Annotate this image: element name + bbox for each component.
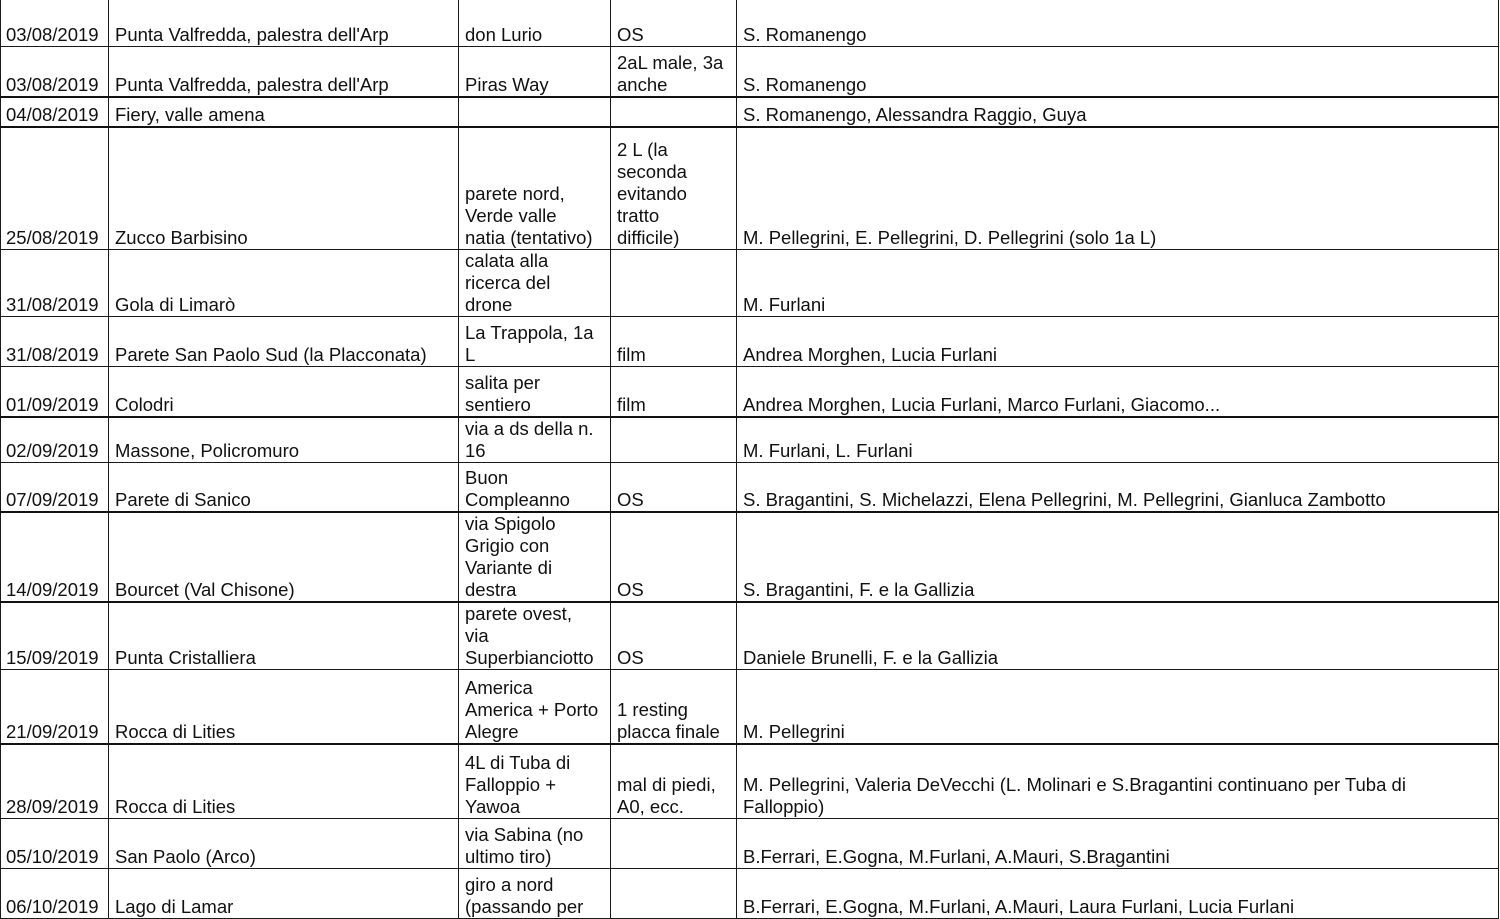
location-cell: Parete di Sanico (109, 462, 459, 512)
location-cell: San Paolo (Arco) (109, 819, 459, 869)
notes-cell: mal di piedi, A0, ecc. (611, 744, 737, 819)
partners-cell: B.Ferrari, E.Gogna, M.Furlani, A.Mauri, Laura Furlani, Lucia Furlani (737, 869, 1499, 919)
notes-cell (611, 869, 737, 919)
route-cell: parete nord, Verde valle natia (tentativo) (459, 127, 611, 250)
table-row (1, 462, 1499, 512)
partners-cell: Andrea Morghen, Lucia Furlani (737, 317, 1499, 367)
table-row (1, 0, 1499, 47)
location-cell: Parete San Paolo Sud (la Placconata) (109, 317, 459, 367)
route-cell: America America + Porto Alegre (459, 670, 611, 744)
location-cell: Gola di Limarò (109, 250, 459, 317)
date-cell: 02/09/2019 (1, 417, 109, 463)
notes-cell: 2 L (la seconda evitando tratto difficile) (611, 127, 737, 250)
route-cell: Buon Compleanno (459, 462, 611, 512)
route-cell: Piras Way (459, 47, 611, 97)
route-cell: parete ovest, via Superbianciotto (459, 602, 611, 670)
partners-cell: S. Romanengo (737, 47, 1499, 97)
route-cell: via Sabina (no ultimo tiro) (459, 819, 611, 869)
route-cell: 4L di Tuba di Falloppio + Yawoa (459, 744, 611, 819)
location-cell: Massone, Policromuro (109, 417, 459, 463)
notes-cell (611, 250, 737, 317)
date-cell: 21/09/2019 (1, 670, 109, 744)
notes-cell (611, 97, 737, 127)
table-row (1, 869, 1499, 919)
notes-cell: film (611, 317, 737, 367)
date-cell: 31/08/2019 (1, 317, 109, 367)
route-cell: giro a nord (passando per (459, 869, 611, 919)
partners-cell: B.Ferrari, E.Gogna, M.Furlani, A.Mauri, S.Bragantini (737, 819, 1499, 869)
partners-cell: M. Furlani, L. Furlani (737, 417, 1499, 463)
notes-cell (611, 819, 737, 869)
table-row (1, 819, 1499, 869)
table-row (1, 127, 1499, 250)
notes-cell: OS (611, 602, 737, 670)
date-cell: 03/08/2019 (1, 0, 109, 47)
partners-cell: S. Romanengo, Alessandra Raggio, Guya (737, 97, 1499, 127)
date-cell: 25/08/2019 (1, 127, 109, 250)
partners-cell: S. Bragantini, S. Michelazzi, Elena Pellegrini, M. Pellegrini, Gianluca Zambotto (737, 462, 1499, 512)
route-cell: calata alla ricerca del drone (459, 250, 611, 317)
date-cell: 28/09/2019 (1, 744, 109, 819)
date-cell: 04/08/2019 (1, 97, 109, 127)
table-row (1, 367, 1499, 417)
notes-cell (611, 417, 737, 463)
partners-cell: M. Pellegrini, E. Pellegrini, D. Pellegrini (solo 1a L) (737, 127, 1499, 250)
table-row (1, 417, 1499, 463)
table-row (1, 512, 1499, 602)
notes-cell: OS (611, 512, 737, 602)
notes-cell: 1 resting placca finale (611, 670, 737, 744)
table-row (1, 97, 1499, 127)
date-cell: 06/10/2019 (1, 869, 109, 919)
date-cell: 07/09/2019 (1, 462, 109, 512)
location-cell: Punta Valfredda, palestra dell'Arp (109, 0, 459, 47)
date-cell: 31/08/2019 (1, 250, 109, 317)
location-cell: Zucco Barbisino (109, 127, 459, 250)
partners-cell: Daniele Brunelli, F. e la Gallizia (737, 602, 1499, 670)
date-cell: 05/10/2019 (1, 819, 109, 869)
notes-cell: OS (611, 0, 737, 47)
notes-cell: OS (611, 462, 737, 512)
partners-cell: M. Pellegrini, Valeria DeVecchi (L. Molinari e S.Bragantini continuano per Tuba di Falloppio) (737, 744, 1499, 819)
table-row (1, 250, 1499, 317)
location-cell: Fiery, valle amena (109, 97, 459, 127)
date-cell: 15/09/2019 (1, 602, 109, 670)
route-cell: via a ds della n. 16 (459, 417, 611, 463)
location-cell: Rocca di Lities (109, 670, 459, 744)
date-cell: 03/08/2019 (1, 47, 109, 97)
location-cell: Colodri (109, 367, 459, 417)
partners-cell: M. Pellegrini (737, 670, 1499, 744)
location-cell: Bourcet (Val Chisone) (109, 512, 459, 602)
table-row (1, 670, 1499, 744)
table-row (1, 744, 1499, 819)
partners-cell: M. Furlani (737, 250, 1499, 317)
route-cell: via Spigolo Grigio con Variante di destra (459, 512, 611, 602)
location-cell: Rocca di Lities (109, 744, 459, 819)
route-cell: La Trappola, 1a L (459, 317, 611, 367)
location-cell: Lago di Lamar (109, 869, 459, 919)
route-cell (459, 97, 611, 127)
partners-cell: S. Romanengo (737, 0, 1499, 47)
table-row (1, 602, 1499, 670)
location-cell: Punta Valfredda, palestra dell'Arp (109, 47, 459, 97)
date-cell: 14/09/2019 (1, 512, 109, 602)
notes-cell: 2aL male, 3a anche (611, 47, 737, 97)
table-row (1, 47, 1499, 97)
table-row (1, 317, 1499, 367)
partners-cell: S. Bragantini, F. e la Gallizia (737, 512, 1499, 602)
location-cell: Punta Cristalliera (109, 602, 459, 670)
route-cell: don Lurio (459, 0, 611, 47)
notes-cell: film (611, 367, 737, 417)
date-cell: 01/09/2019 (1, 367, 109, 417)
partners-cell: Andrea Morghen, Lucia Furlani, Marco Furlani, Giacomo... (737, 367, 1499, 417)
route-cell: salita per sentiero (459, 367, 611, 417)
